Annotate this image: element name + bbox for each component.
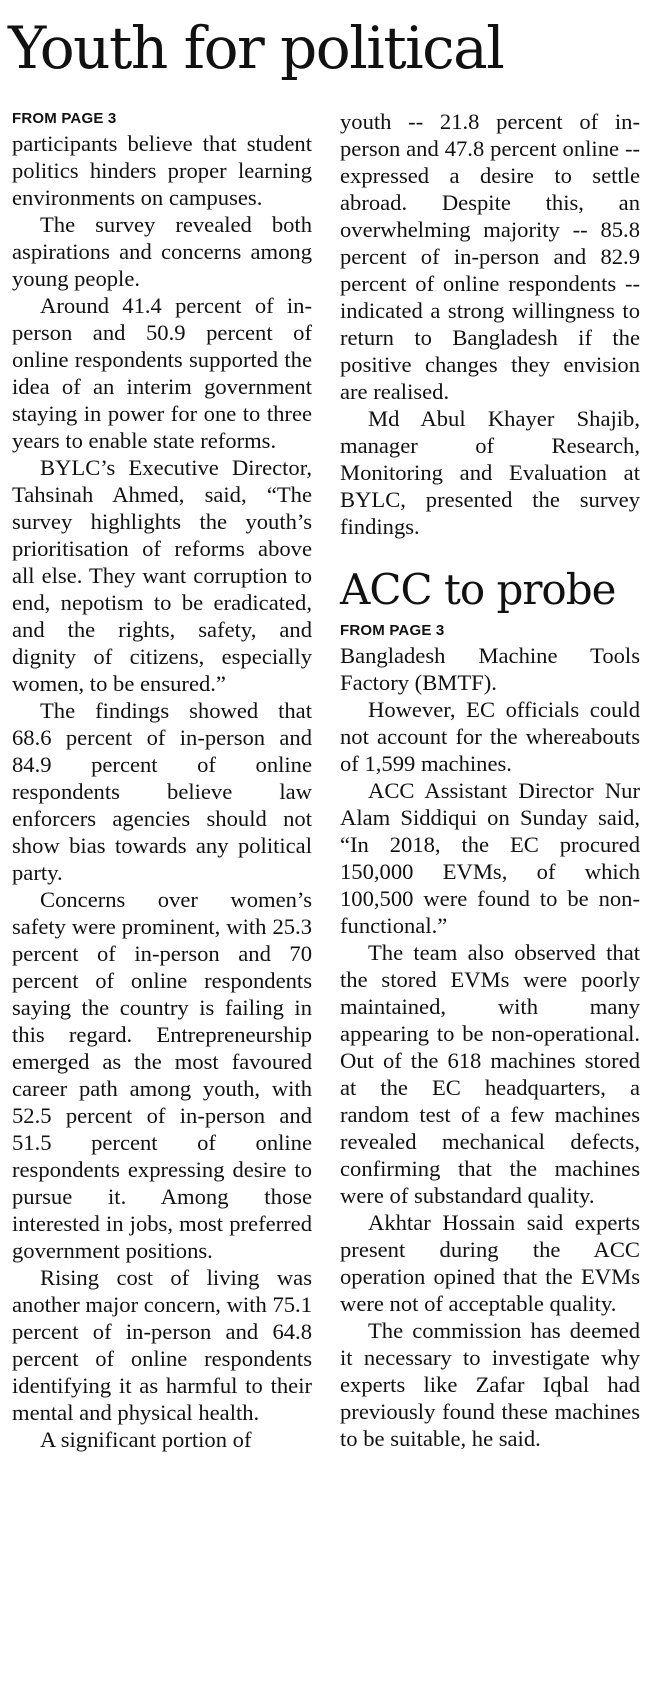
paragraph: Akhtar Hossain said experts present during the ACC operation opined that the EVMs were not of acceptable quality.: [340, 1210, 640, 1316]
left-column: [12, 108, 312, 1453]
paragraph: Bangladesh Machine Tools Factory (BMTF).: [340, 643, 640, 695]
paragraph: The commission has deemed it necessary to investigate why experts like Zafar Iqbal had previously found these machines to be suitable, he said.: [340, 1318, 640, 1451]
jump-label-from-page-3: FROM PAGE 3: [12, 110, 117, 127]
paragraph: Rising cost of living was another major concern, with 75.1 percent of in-person and 64.8 percent of online respondents identifying it as harmful to their mental and physical health.: [12, 1265, 312, 1425]
paragraph: However, EC officials could not account for the whereabouts of 1,599 machines.: [340, 697, 640, 776]
paragraph: youth -- 21.8 percent of in-person and 47.8 percent online -- expressed a desire to settle abroad. Despite this, an overwhelming majority -- 85.8 percent of in-person and 82.9 percent of online respondents -- indicated a strong willingness to return to Bangladesh if the positive changes they envision are realised.: [340, 109, 640, 404]
paragraph: BYLC’s Executive Director, Tahsinah Ahmed, said, “The survey highlights the youth’s prioritisation of reforms above all else. They want corruption to end, nepotism to be eradicated, and the rights, safety, and dignity of citizens, especially women, to be ensured.”: [12, 455, 312, 696]
paragraph: ACC Assistant Director Nur Alam Siddiqui on Sunday said, “In 2018, the EC procured 150,000 EVMs, of which 100,500 were found to be non-functional.”: [340, 778, 640, 938]
jump-label-from-page-3: FROM PAGE 3: [340, 622, 445, 639]
right-column: [340, 108, 640, 1452]
paragraph: The survey revealed both aspirations and concerns among young people.: [12, 212, 312, 291]
article-headline-acc: ACC to probe: [340, 565, 616, 614]
paragraph: A significant portion of: [40, 1427, 252, 1452]
paragraph: participants believe that student politics hinders proper learning environments on campuses.: [12, 131, 312, 210]
article-headline-youth: Youth for political: [8, 14, 504, 82]
paragraph: Concerns over women’s safety were prominent, with 25.3 percent of in-person and 70 percent of online respondents saying the country is failing in this regard. Entrepreneurship emerged as the most favoured career path among youth, with 52.5 percent of in-person and 51.5 percent of online respondents expressing desire to pursue it. Among those interested in jobs, most preferred government positions.: [12, 887, 312, 1263]
paragraph: Around 41.4 percent of in-person and 50.9 percent of online respondents supported the idea of an interim government staying in power for one to three years to enable state reforms.: [12, 293, 312, 453]
paragraph: Md Abul Khayer Shajib, manager of Research, Monitoring and Evaluation at BYLC, presented the survey findings.: [340, 406, 640, 539]
paragraph: The team also observed that the stored EVMs were poorly maintained, with many appearing to be non-operational. Out of the 618 machines stored at the EC headquarters, a random test of a few machines revealed mechanical defects, confirming that the machines were of substandard quality.: [340, 940, 640, 1208]
paragraph: The findings showed that 68.6 percent of in-person and 84.9 percent of online respondents believe law enforcers agencies should not show bias towards any political party.: [12, 698, 312, 885]
